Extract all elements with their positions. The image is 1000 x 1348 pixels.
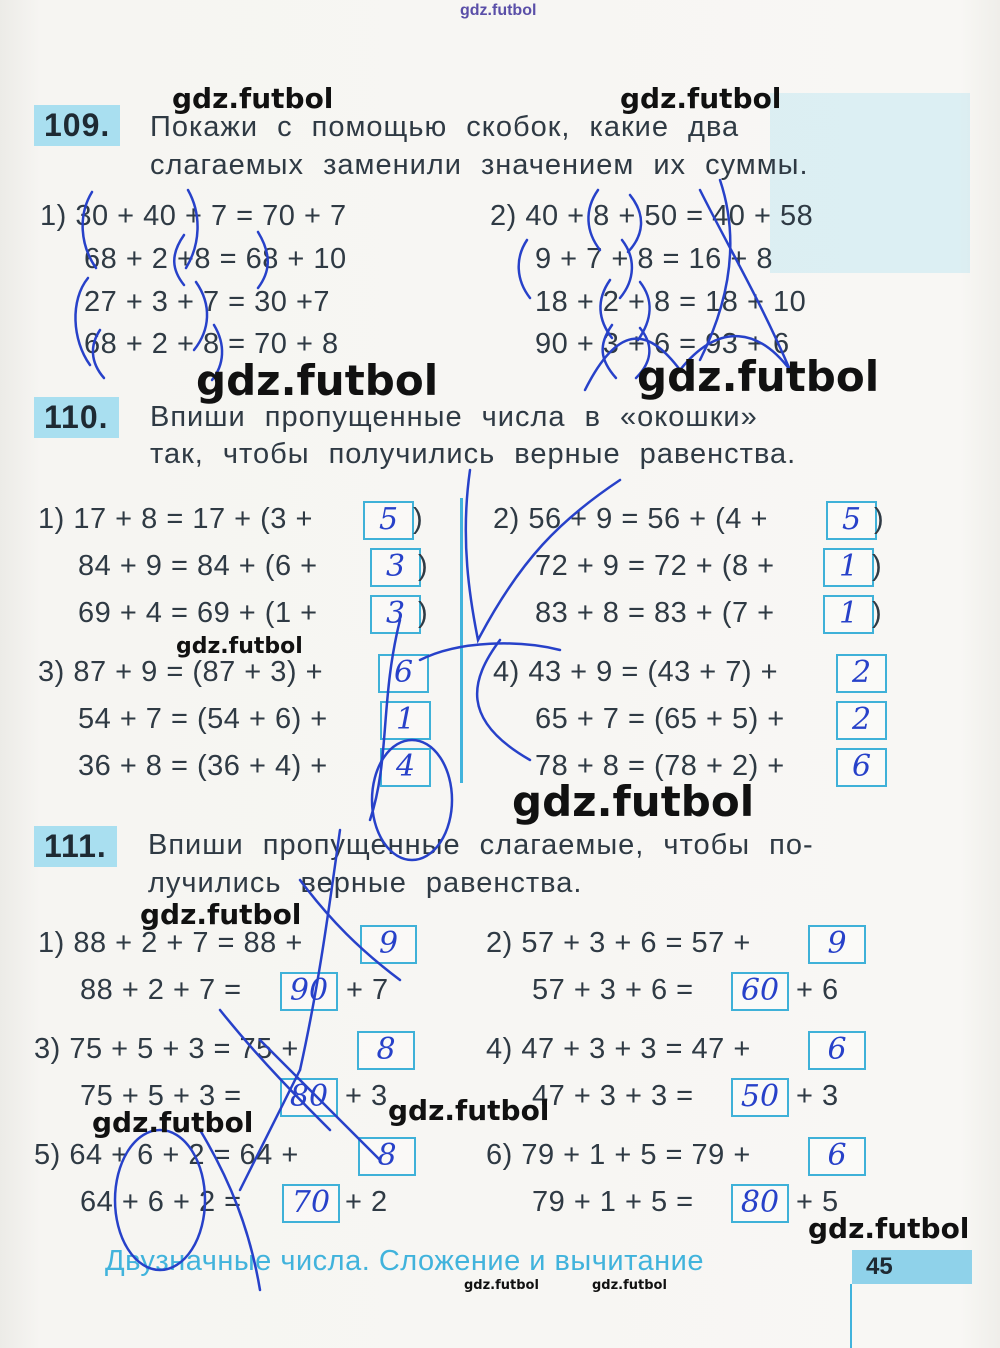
task-110-number: 110. — [34, 397, 119, 438]
task-111-eq-4a: 4) 47 + 3 + 3 = 47 + — [486, 1033, 751, 1065]
task-110-eq-9: 36 + 8 = (36 + 4) + — [78, 750, 328, 782]
task-111-text-line2: лучились верные равенства. — [148, 867, 583, 899]
task-111-tail-3b: + 3 — [345, 1080, 388, 1112]
task-111-tail-6b: + 5 — [796, 1186, 839, 1218]
task-110-eq-7: 3) 87 + 9 = (87 + 3) + — [38, 656, 324, 688]
watermark-text: gdz.futbol — [464, 1278, 539, 1293]
task-111-answer-1a: 9 — [360, 925, 417, 964]
watermark-text: gdz.futbol — [512, 777, 755, 826]
task-111-answer-2a: 9 — [808, 925, 866, 964]
task-111-tail-1b: + 7 — [346, 974, 389, 1006]
task-111-eq-6b: 79 + 1 + 5 = — [532, 1186, 694, 1218]
task-111-answer-6b: 80 — [731, 1184, 789, 1223]
task-111-answer-5b: 70 — [282, 1184, 340, 1223]
task-109-eq-2-4: 90 + 3 + 6 = 93 + 6 — [535, 328, 790, 360]
watermark-text: gdz.futbol — [637, 352, 880, 401]
task-110-eq-3: 69 + 4 = 69 + (1 + — [78, 597, 318, 629]
task-111-answer-4a: 6 — [808, 1031, 866, 1070]
footer-chapter-title: Двузначные числа. Сложение и вычитание — [105, 1245, 704, 1277]
task-110-eq-8: 54 + 7 = (54 + 6) + — [78, 703, 328, 735]
task-111-eq-5a: 5) 64 + 6 + 2 = 64 + — [34, 1139, 299, 1171]
task-109-text-line1: Покажи с помощью скобок, какие два — [150, 111, 740, 143]
task-111-tail-5b: + 2 — [345, 1186, 388, 1218]
task-110-paren-1: ) — [413, 503, 424, 535]
task-111-answer-2b: 60 — [731, 972, 789, 1011]
task-110-eq-6: 83 + 8 = 83 + (7 + — [535, 597, 775, 629]
task-110-answer-1: 5 — [363, 501, 414, 540]
task-110-paren-4: ) — [874, 503, 885, 535]
task-109-text-line2: слагаемых заменили значением их суммы. — [150, 149, 809, 181]
watermark-text: gdz.futbol — [140, 898, 302, 931]
task-110-paren-5: ) — [872, 550, 883, 582]
task-111-eq-3b: 75 + 5 + 3 = — [80, 1080, 242, 1112]
task-111-answer-5a: 8 — [358, 1137, 416, 1176]
watermark-text: gdz.futbol — [808, 1212, 970, 1245]
top-watermark: gdz.futbol — [460, 2, 537, 19]
task-111-answer-1b: 90 — [280, 972, 338, 1011]
task-110-eq-2: 84 + 9 = 84 + (6 + — [78, 550, 318, 582]
task-111-answer-4b: 50 — [731, 1078, 789, 1117]
task-111-eq-2b: 57 + 3 + 6 = — [532, 974, 694, 1006]
watermark-text: gdz.futbol — [92, 1106, 254, 1139]
task-110-answer-8: 1 — [380, 701, 431, 740]
task-110-eq-1: 1) 17 + 8 = 17 + (3 + — [38, 503, 313, 535]
task-110-paren-3: ) — [418, 597, 429, 629]
task-110-text-line2: так, чтобы получились верные равенства. — [150, 438, 797, 470]
watermark-text: gdz.futbol — [196, 356, 439, 405]
task-109-eq-1-3: 27 + 3 + 7 = 30 +7 — [84, 286, 331, 318]
task-111-eq-4b: 47 + 3 + 3 = — [532, 1080, 694, 1112]
task-110-eq-4: 2) 56 + 9 = 56 + (4 + — [493, 503, 768, 535]
ink-bracket — [519, 240, 530, 298]
task-109-eq-2-1: 2) 40 + 8 + 50 = 40 + 58 — [490, 200, 814, 232]
task-110-answer-11: 2 — [836, 701, 887, 740]
task-110-answer-6: 1 — [823, 595, 874, 634]
task-111-tail-4b: + 3 — [796, 1080, 839, 1112]
task-110-answer-9: 4 — [380, 748, 431, 787]
task-109-eq-1-2: 68 + 2 +8 = 68 + 10 — [84, 243, 347, 275]
task-109-number: 109. — [34, 105, 120, 146]
task-110-answer-10: 2 — [836, 654, 887, 693]
task-111-tail-2b: + 6 — [796, 974, 839, 1006]
watermark-text: gdz.futbol — [388, 1094, 550, 1127]
task-109-eq-2-3: 18 + 2 + 8 = 18 + 10 — [535, 286, 807, 318]
task-111-eq-1b: 88 + 2 + 7 = — [80, 974, 242, 1006]
task-109-eq-1-4: 68 + 2 + 8 = 70 + 8 — [84, 328, 339, 360]
task-110-eq-10: 4) 43 + 9 = (43 + 7) + — [493, 656, 779, 688]
task-109-eq-1-1: 1) 30 + 40 + 7 = 70 + 7 — [40, 200, 347, 232]
watermark-text: gdz.futbol — [172, 82, 334, 115]
page-number: 45 — [852, 1250, 972, 1284]
page-corner-rule — [850, 1284, 852, 1348]
task-111-eq-1a: 1) 88 + 2 + 7 = 88 + — [38, 927, 303, 959]
task-111-answer-6a: 6 — [808, 1137, 866, 1176]
task-110-answer-3: 3 — [370, 595, 421, 634]
task-110-paren-6: ) — [872, 597, 883, 629]
watermark-text: gdz.futbol — [620, 82, 782, 115]
task-110-paren-2: ) — [418, 550, 429, 582]
task-110-eq-11: 65 + 7 = (65 + 5) + — [535, 703, 785, 735]
task-111-answer-3a: 8 — [357, 1031, 415, 1070]
task-111-eq-6a: 6) 79 + 1 + 5 = 79 + — [486, 1139, 751, 1171]
task-111-eq-3a: 3) 75 + 5 + 3 = 75 + — [34, 1033, 299, 1065]
task-111-eq-2a: 2) 57 + 3 + 6 = 57 + — [486, 927, 751, 959]
task-110-answer-7: 6 — [378, 654, 429, 693]
task-109-eq-2-2: 9 + 7 + 8 = 16 + 8 — [535, 243, 773, 275]
task-110-eq-12: 78 + 8 = (78 + 2) + — [535, 750, 785, 782]
task-110-answer-4: 5 — [826, 501, 877, 540]
task-111-eq-5b: 64 + 6 + 2 = — [80, 1186, 242, 1218]
task-110-answer-5: 1 — [823, 548, 874, 587]
task-110-text-line1: Впиши пропущенные числа в «окошки» — [150, 401, 758, 433]
task-110-eq-5: 72 + 9 = 72 + (8 + — [535, 550, 775, 582]
task-111-answer-3b: 80 — [280, 1078, 338, 1117]
watermark-text: gdz.futbol — [176, 634, 303, 659]
task-110-answer-12: 6 — [836, 748, 887, 787]
task-111-text-line1: Впиши пропущенные слагаемые, чтобы по- — [148, 829, 814, 861]
task-111-number: 111. — [34, 826, 117, 867]
column-divider — [460, 498, 463, 783]
task-110-answer-2: 3 — [370, 548, 421, 587]
watermark-text: gdz.futbol — [592, 1278, 667, 1293]
